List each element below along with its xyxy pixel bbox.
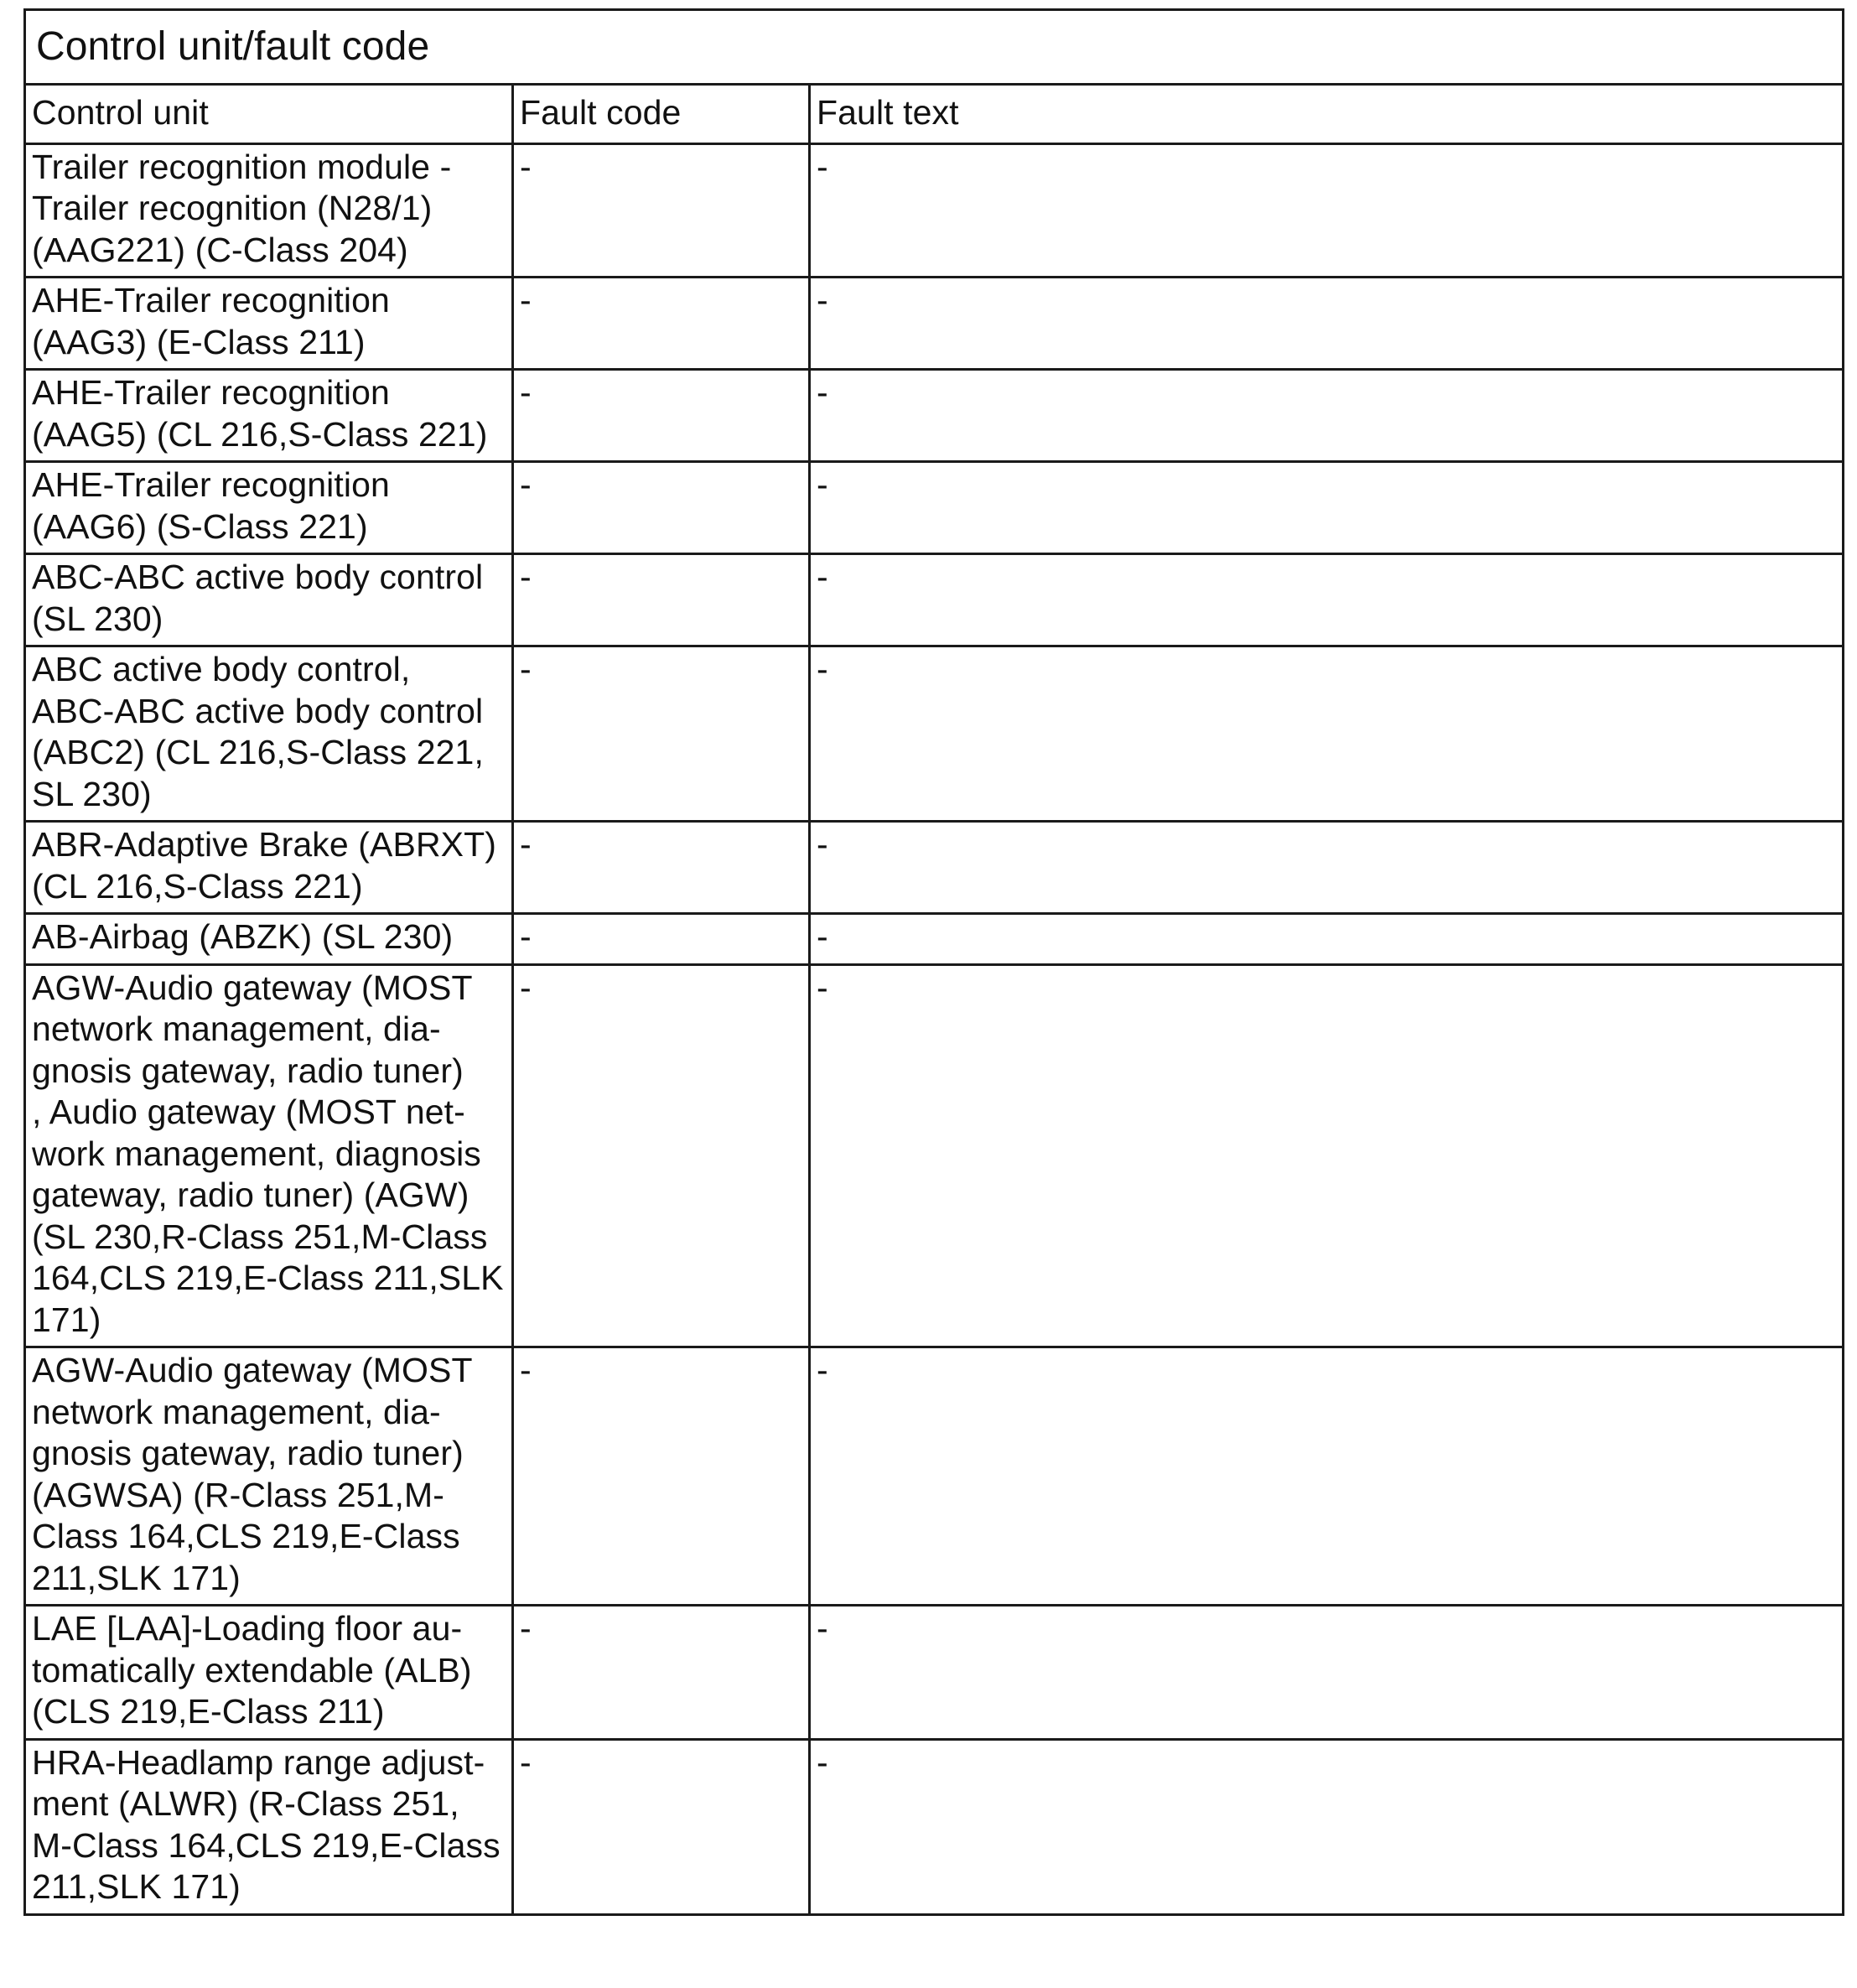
fault-text-cell: - [810,646,1844,822]
table-title: Control unit/fault code [25,10,1844,85]
control-unit-cell: AB-Airbag (ABZK) (SL 230) [25,914,513,965]
fault-code-cell: - [513,554,810,646]
table-row [25,554,1844,646]
fault-text-cell: - [810,554,1844,646]
fault-text-cell: - [810,964,1844,1347]
table-row [25,646,1844,822]
fault-code-table [23,8,1844,1916]
document-page [23,8,1844,1916]
fault-text-cell: - [810,1347,1844,1606]
fault-code-cell: - [513,143,810,278]
table-row [25,143,1844,278]
header-fault-code: Fault code [513,85,810,144]
fault-text-cell: - [810,462,1844,554]
fault-code-cell: - [513,1739,810,1914]
fault-text-cell: - [810,370,1844,462]
fault-text-cell: - [810,822,1844,914]
fault-code-cell: - [513,462,810,554]
table-row [25,462,1844,554]
control-unit-cell: ABC active body control, ABC-ABC active body control (ABC2) (CL 216,S-Class 221, SL 230) [25,646,513,822]
table-row [25,1347,1844,1606]
fault-code-cell: - [513,914,810,965]
table-title-row [25,10,1844,85]
control-unit-cell: LAE [LAA]-Loading floor au- tomatically extendable (ALB) (CLS 219,E-Class 211) [25,1606,513,1740]
control-unit-cell: Trailer recognition module - Trailer recognition (N28/1) (AAG221) (C-Class 204) [25,143,513,278]
table-header-row [25,85,1844,144]
control-unit-cell: AHE-Trailer recognition (AAG6) (S-Class 221) [25,462,513,554]
fault-code-cell: - [513,278,810,370]
header-control-unit: Control unit [25,85,513,144]
fault-text-cell: - [810,143,1844,278]
fault-text-cell: - [810,1606,1844,1740]
control-unit-cell: ABR-Adaptive Brake (ABRXT) (CL 216,S-Class 221) [25,822,513,914]
fault-code-cell: - [513,1606,810,1740]
table-row [25,370,1844,462]
table-row [25,1606,1844,1740]
fault-code-cell: - [513,646,810,822]
table-row [25,914,1844,965]
table-row [25,964,1844,1347]
table-row [25,1739,1844,1914]
control-unit-cell: AHE-Trailer recognition (AAG5) (CL 216,S-Class 221) [25,370,513,462]
table-row [25,278,1844,370]
fault-text-cell: - [810,914,1844,965]
header-fault-text: Fault text [810,85,1844,144]
fault-text-cell: - [810,1739,1844,1914]
control-unit-cell: AHE-Trailer recognition (AAG3) (E-Class 211) [25,278,513,370]
fault-code-cell: - [513,370,810,462]
fault-code-cell: - [513,1347,810,1606]
control-unit-cell: ABC-ABC active body control (SL 230) [25,554,513,646]
fault-code-cell: - [513,964,810,1347]
control-unit-cell: HRA-Headlamp range adjust- ment (ALWR) (R-Class 251, M-Class 164,CLS 219,E-Class 211,SLK 171) [25,1739,513,1914]
table-body [25,143,1844,1914]
fault-text-cell: - [810,278,1844,370]
control-unit-cell: AGW-Audio gateway (MOST network management, dia- gnosis gateway, radio tuner) , Audio gateway (MOST net- work management, diagnosis gateway, radio tuner) (AGW) (SL 230,R-Class 251,M-Class 164,CLS 219,E-Class 211,SLK 171) [25,964,513,1347]
fault-code-cell: - [513,822,810,914]
table-row [25,822,1844,914]
control-unit-cell: AGW-Audio gateway (MOST network management, dia- gnosis gateway, radio tuner) (AGWSA) (R-Class 251,M- Class 164,CLS 219,E-Class 211,SLK 171) [25,1347,513,1606]
